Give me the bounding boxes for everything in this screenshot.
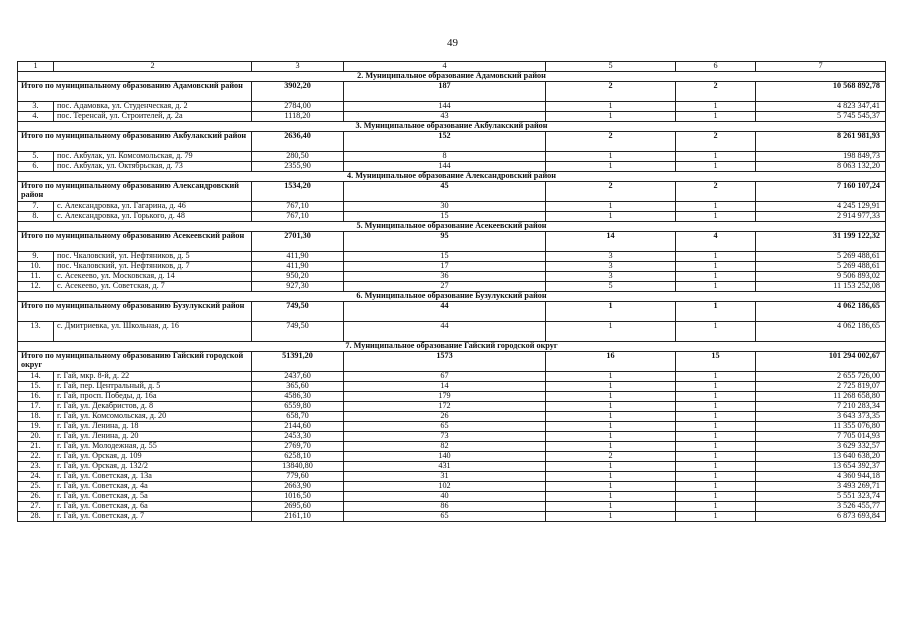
table-row (18, 162, 886, 172)
col-6-value: 1 (676, 512, 756, 522)
address: г. Гай, ул. Комсомольская, д. 20 (54, 412, 252, 422)
area: 2695,60 (252, 502, 344, 512)
col-6-value: 1 (676, 152, 756, 162)
total-residents: 45 (344, 182, 546, 202)
total-area: 3902,20 (252, 82, 344, 102)
row-number: 6. (18, 162, 54, 172)
col-6-value: 1 (676, 482, 756, 492)
table-row (18, 152, 886, 162)
table-row (18, 282, 886, 292)
col-5-value: 1 (546, 422, 676, 432)
col-5-value: 1 (546, 472, 676, 482)
col-5-value: 1 (546, 512, 676, 522)
row-number: 20. (18, 432, 54, 442)
cost: 13 654 392,37 (756, 462, 886, 472)
cost: 3 629 332,57 (756, 442, 886, 452)
residents: 82 (344, 442, 546, 452)
col-6-value: 1 (676, 202, 756, 212)
area: 2663,90 (252, 482, 344, 492)
row-number: 22. (18, 452, 54, 462)
address: г. Гай, ул. Советская, д. 4а (54, 482, 252, 492)
area: 1118,20 (252, 112, 344, 122)
total-area: 2701,30 (252, 232, 344, 252)
residents: 431 (344, 462, 546, 472)
table-row (18, 412, 886, 422)
cost: 7 210 283,34 (756, 402, 886, 412)
residents: 31 (344, 472, 546, 482)
residents: 30 (344, 202, 546, 212)
col-6-value: 1 (676, 272, 756, 282)
total-residents: 44 (344, 302, 546, 322)
table-row (18, 422, 886, 432)
col-5-value: 1 (546, 482, 676, 492)
area: 950,20 (252, 272, 344, 282)
cost: 5 745 545,37 (756, 112, 886, 122)
residents: 8 (344, 152, 546, 162)
row-number: 9. (18, 252, 54, 262)
residents: 73 (344, 432, 546, 442)
row-number: 16. (18, 392, 54, 402)
col-6-value: 1 (676, 402, 756, 412)
total-area: 1534,20 (252, 182, 344, 202)
residents: 26 (344, 412, 546, 422)
row-number: 25. (18, 482, 54, 492)
residents: 144 (344, 162, 546, 172)
area: 411,90 (252, 262, 344, 272)
residents: 17 (344, 262, 546, 272)
area: 2437,60 (252, 372, 344, 382)
page-number: 49 (447, 37, 458, 49)
table-row (18, 482, 886, 492)
cost: 5 551 323,74 (756, 492, 886, 502)
col-6-value: 1 (676, 102, 756, 112)
table-row (18, 392, 886, 402)
total-col-6: 2 (676, 182, 756, 202)
col-5-value: 1 (546, 462, 676, 472)
area: 749,50 (252, 322, 344, 342)
row-number: 10. (18, 262, 54, 272)
area: 2144,60 (252, 422, 344, 432)
residents: 27 (344, 282, 546, 292)
table-row (18, 102, 886, 112)
cost: 8 063 132,20 (756, 162, 886, 172)
section-header-row (18, 172, 886, 182)
cost: 9 506 893,02 (756, 272, 886, 282)
col-6-value: 1 (676, 372, 756, 382)
col-6-value: 1 (676, 162, 756, 172)
table-row (18, 472, 886, 482)
table-row (18, 492, 886, 502)
table-row (18, 432, 886, 442)
col-6-value: 1 (676, 432, 756, 442)
cost: 4 062 186,65 (756, 322, 886, 342)
area: 280,50 (252, 152, 344, 162)
section-title: 7. Муниципальное образование Гайский городской округ (18, 342, 886, 352)
cost: 6 873 693,84 (756, 512, 886, 522)
cost: 3 526 455,77 (756, 502, 886, 512)
col-6-value: 1 (676, 212, 756, 222)
area: 2784,00 (252, 102, 344, 112)
address: г. Гай, ул. Советская, д. 5а (54, 492, 252, 502)
cost: 7 705 014,93 (756, 432, 886, 442)
table-row (18, 112, 886, 122)
col-5-value: 1 (546, 212, 676, 222)
table-row (18, 272, 886, 282)
section-total-row (18, 82, 886, 102)
area: 767,10 (252, 202, 344, 212)
col-5-value: 2 (546, 452, 676, 462)
total-residents: 95 (344, 232, 546, 252)
cost: 3 493 269,71 (756, 482, 886, 492)
area: 2453,30 (252, 432, 344, 442)
area: 6559,80 (252, 402, 344, 412)
total-residents: 1573 (344, 352, 546, 372)
address: с. Асекеево, ул. Советская, д. 7 (54, 282, 252, 292)
address: пос. Чкаловский, ул. Нефтяников, д. 5 (54, 252, 252, 262)
area: 927,30 (252, 282, 344, 292)
row-number: 7. (18, 202, 54, 212)
col-6-value: 1 (676, 472, 756, 482)
cost: 13 640 638,20 (756, 452, 886, 462)
address: г. Гай, ул. Советская, д. 13а (54, 472, 252, 482)
section-title: 2. Муниципальное образование Адамовский район (18, 72, 886, 82)
area: 6258,10 (252, 452, 344, 462)
col-5-value: 1 (546, 412, 676, 422)
col-5-value: 5 (546, 282, 676, 292)
col-6-value: 1 (676, 442, 756, 452)
address: г. Гай, просп. Победы, д. 16а (54, 392, 252, 402)
address: г. Гай, ул. Советская, д. 7 (54, 512, 252, 522)
residents: 86 (344, 502, 546, 512)
total-col-5: 16 (546, 352, 676, 372)
table-row (18, 502, 886, 512)
area: 767,10 (252, 212, 344, 222)
area: 2355,90 (252, 162, 344, 172)
table-body (18, 62, 886, 522)
col-5-value: 1 (546, 392, 676, 402)
total-label: Итого по муниципальному образованию Гайский городской округ (18, 352, 252, 372)
column-number: 6 (676, 62, 756, 72)
cost: 198 849,73 (756, 152, 886, 162)
total-cost: 8 261 981,93 (756, 132, 886, 152)
total-col-6: 15 (676, 352, 756, 372)
row-number: 27. (18, 502, 54, 512)
total-col-5: 2 (546, 82, 676, 102)
total-label: Итого по муниципальному образованию Бузулукский район (18, 302, 252, 322)
col-5-value: 1 (546, 322, 676, 342)
residents: 65 (344, 422, 546, 432)
row-number: 5. (18, 152, 54, 162)
table-row (18, 322, 886, 342)
row-number: 19. (18, 422, 54, 432)
row-number: 18. (18, 412, 54, 422)
residents: 179 (344, 392, 546, 402)
col-6-value: 1 (676, 422, 756, 432)
address: г. Гай, ул. Орская, д. 132/2 (54, 462, 252, 472)
total-col-6: 2 (676, 132, 756, 152)
column-number: 7 (756, 62, 886, 72)
col-5-value: 1 (546, 372, 676, 382)
row-number: 14. (18, 372, 54, 382)
total-residents: 152 (344, 132, 546, 152)
col-5-value: 1 (546, 442, 676, 452)
col-6-value: 1 (676, 462, 756, 472)
table-row (18, 252, 886, 262)
residents: 15 (344, 252, 546, 262)
col-6-value: 1 (676, 382, 756, 392)
row-number: 8. (18, 212, 54, 222)
section-header-row (18, 292, 886, 302)
total-col-6: 1 (676, 302, 756, 322)
total-cost: 31 199 122,32 (756, 232, 886, 252)
area: 779,60 (252, 472, 344, 482)
address: пос. Акбулак, ул. Октябрьская, д. 73 (54, 162, 252, 172)
address: пос. Теренсай, ул. Строителей, д. 2а (54, 112, 252, 122)
area: 365,60 (252, 382, 344, 392)
area: 4586,30 (252, 392, 344, 402)
total-area: 2636,40 (252, 132, 344, 152)
row-number: 21. (18, 442, 54, 452)
cost: 2 914 977,33 (756, 212, 886, 222)
row-number: 4. (18, 112, 54, 122)
table-row (18, 202, 886, 212)
col-5-value: 1 (546, 202, 676, 212)
column-number-row (18, 62, 886, 72)
total-area: 749,50 (252, 302, 344, 322)
section-title: 6. Муниципальное образование Бузулукский район (18, 292, 886, 302)
col-5-value: 3 (546, 272, 676, 282)
section-total-row (18, 232, 886, 252)
address: г. Гай, ул. Декабристов, д. 8 (54, 402, 252, 412)
col-5-value: 1 (546, 162, 676, 172)
cost: 5 269 488,61 (756, 252, 886, 262)
table-row (18, 212, 886, 222)
residents: 65 (344, 512, 546, 522)
col-5-value: 3 (546, 252, 676, 262)
row-number: 12. (18, 282, 54, 292)
area: 658,70 (252, 412, 344, 422)
residents: 67 (344, 372, 546, 382)
table-row (18, 452, 886, 462)
col-5-value: 1 (546, 152, 676, 162)
row-number: 11. (18, 272, 54, 282)
table-row (18, 372, 886, 382)
col-6-value: 1 (676, 112, 756, 122)
column-number: 1 (18, 62, 54, 72)
address: г. Гай, пер. Центральный, д. 5 (54, 382, 252, 392)
column-number: 3 (252, 62, 344, 72)
residents: 144 (344, 102, 546, 112)
total-col-6: 4 (676, 232, 756, 252)
address: г. Гай, ул. Орская, д. 109 (54, 452, 252, 462)
section-title: 4. Муниципальное образование Александровский район (18, 172, 886, 182)
total-label: Итого по муниципальному образованию Александровский район (18, 182, 252, 202)
section-title: 5. Муниципальное образование Асекеевский район (18, 222, 886, 232)
section-total-row (18, 132, 886, 152)
address: пос. Акбулак, ул. Комсомольская, д. 79 (54, 152, 252, 162)
total-cost: 4 062 186,65 (756, 302, 886, 322)
total-cost: 7 160 107,24 (756, 182, 886, 202)
col-5-value: 1 (546, 102, 676, 112)
table-row (18, 462, 886, 472)
total-residents: 187 (344, 82, 546, 102)
total-col-5: 2 (546, 182, 676, 202)
residents: 43 (344, 112, 546, 122)
col-6-value: 1 (676, 502, 756, 512)
table-row (18, 382, 886, 392)
cost: 2 725 819,07 (756, 382, 886, 392)
cost: 11 153 252,08 (756, 282, 886, 292)
total-label: Итого по муниципальному образованию Асекеевский район (18, 232, 252, 252)
table-row (18, 402, 886, 412)
address: г. Гай, ул. Советская, д. 6а (54, 502, 252, 512)
total-label: Итого по муниципальному образованию Акбулакский район (18, 132, 252, 152)
col-5-value: 1 (546, 112, 676, 122)
total-col-5: 2 (546, 132, 676, 152)
total-label: Итого по муниципальному образованию Адамовский район (18, 82, 252, 102)
col-6-value: 1 (676, 452, 756, 462)
residents: 15 (344, 212, 546, 222)
row-number: 17. (18, 402, 54, 412)
section-total-row (18, 302, 886, 322)
address: г. Гай, ул. Ленина, д. 18 (54, 422, 252, 432)
area: 13840,80 (252, 462, 344, 472)
section-title: 3. Муниципальное образование Акбулакский район (18, 122, 886, 132)
residents: 44 (344, 322, 546, 342)
address: с. Асекеево, ул. Московская, д. 14 (54, 272, 252, 282)
cost: 11 355 076,80 (756, 422, 886, 432)
col-6-value: 1 (676, 412, 756, 422)
total-area: 51391,20 (252, 352, 344, 372)
cost: 3 643 373,35 (756, 412, 886, 422)
section-header-row (18, 122, 886, 132)
residents: 40 (344, 492, 546, 502)
total-cost: 10 568 892,78 (756, 82, 886, 102)
col-6-value: 1 (676, 252, 756, 262)
area: 1016,50 (252, 492, 344, 502)
row-number: 23. (18, 462, 54, 472)
row-number: 24. (18, 472, 54, 482)
area: 2161,10 (252, 512, 344, 522)
col-6-value: 1 (676, 392, 756, 402)
cost: 4 823 347,41 (756, 102, 886, 112)
col-5-value: 1 (546, 402, 676, 412)
column-number: 2 (54, 62, 252, 72)
col-5-value: 1 (546, 382, 676, 392)
cost: 2 655 726,00 (756, 372, 886, 382)
col-6-value: 1 (676, 492, 756, 502)
col-5-value: 3 (546, 262, 676, 272)
col-6-value: 1 (676, 262, 756, 272)
total-col-6: 2 (676, 82, 756, 102)
residents: 172 (344, 402, 546, 412)
area: 411,90 (252, 252, 344, 262)
column-number: 5 (546, 62, 676, 72)
column-number: 4 (344, 62, 546, 72)
total-cost: 101 294 002,67 (756, 352, 886, 372)
address: пос. Адамовка, ул. Студенческая, д. 2 (54, 102, 252, 112)
section-header-row (18, 222, 886, 232)
col-6-value: 1 (676, 322, 756, 342)
cost: 4 245 129,91 (756, 202, 886, 212)
address: с. Александровка, ул. Гагарина, д. 46 (54, 202, 252, 212)
row-number: 28. (18, 512, 54, 522)
row-number: 15. (18, 382, 54, 392)
address: г. Гай, ул. Ленина, д. 20 (54, 432, 252, 442)
residents: 102 (344, 482, 546, 492)
col-5-value: 1 (546, 492, 676, 502)
residents: 14 (344, 382, 546, 392)
address: с. Александровка, ул. Горького, д. 48 (54, 212, 252, 222)
table-row (18, 262, 886, 272)
address: пос. Чкаловский, ул. Нефтяников, д. 7 (54, 262, 252, 272)
housing-table (17, 61, 886, 522)
table-row (18, 442, 886, 452)
table-row (18, 512, 886, 522)
cost: 11 268 658,80 (756, 392, 886, 402)
col-5-value: 1 (546, 432, 676, 442)
residents: 36 (344, 272, 546, 282)
total-col-5: 1 (546, 302, 676, 322)
section-total-row (18, 352, 886, 372)
residents: 140 (344, 452, 546, 462)
section-total-row (18, 182, 886, 202)
cost: 5 269 488,61 (756, 262, 886, 272)
address: г. Гай, мкр. 8-й, д. 22 (54, 372, 252, 382)
total-col-5: 14 (546, 232, 676, 252)
section-header-row (18, 342, 886, 352)
col-6-value: 1 (676, 282, 756, 292)
address: г. Гай, ул. Молодежная, д. 55 (54, 442, 252, 452)
section-header-row (18, 72, 886, 82)
area: 2769,70 (252, 442, 344, 452)
address: с. Дмитриевка, ул. Школьная, д. 16 (54, 322, 252, 342)
row-number: 13. (18, 322, 54, 342)
row-number: 3. (18, 102, 54, 112)
col-5-value: 1 (546, 502, 676, 512)
row-number: 26. (18, 492, 54, 502)
cost: 4 360 944,18 (756, 472, 886, 482)
